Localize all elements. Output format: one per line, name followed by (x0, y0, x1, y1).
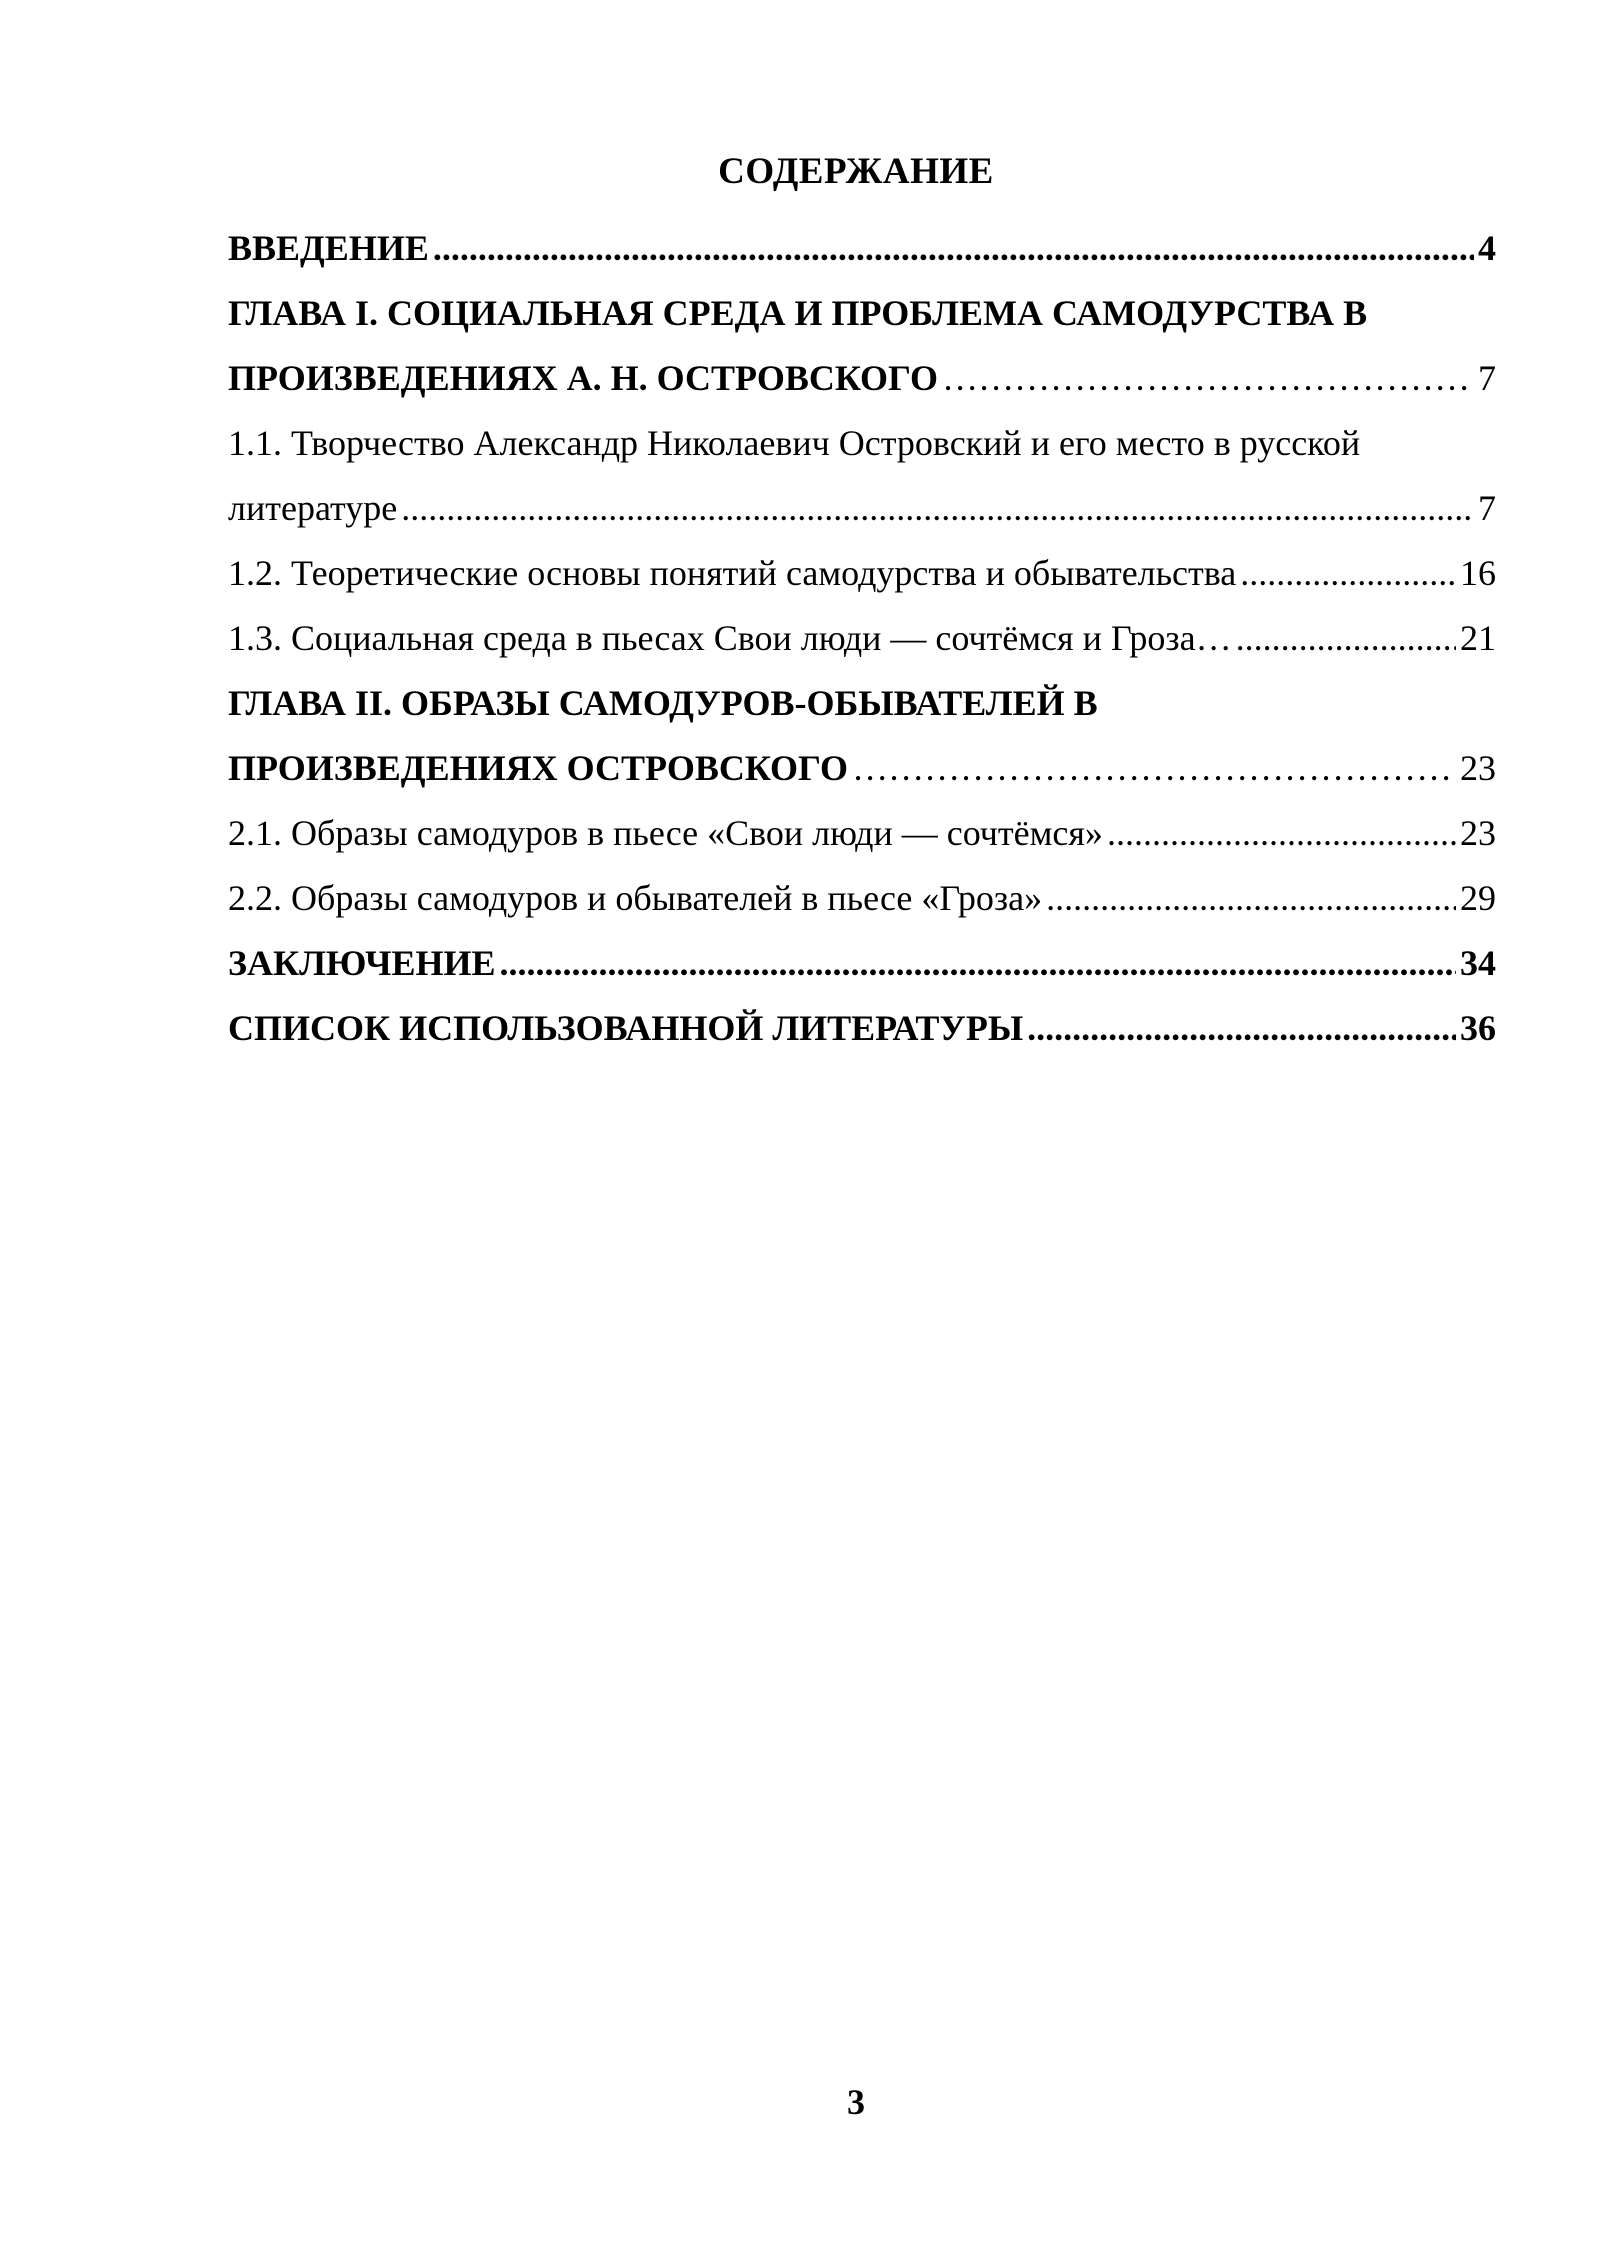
toc-entry-conclusion[interactable] (228, 931, 1496, 996)
toc-entry-chapter-1-line-1[interactable] (228, 281, 1496, 346)
toc-entry-page: 36 (1460, 1008, 1496, 1048)
toc-entry-section-1-1-line-1[interactable] (228, 411, 1496, 476)
toc-entry-label: ЗАКЛЮЧЕНИЕ (228, 943, 496, 983)
toc-entry-page: 16 (1460, 553, 1496, 593)
toc-entry-label: ВВЕДЕНИЕ (228, 228, 429, 268)
toc-entry-label: 1.1. Творчество Александр Николаевич Островский и его место в русской (228, 423, 1361, 463)
toc-entry-label: 2.1. Образы самодуров в пьесе «Свои люди — сочтёмся» (228, 813, 1103, 853)
dot-leader (433, 216, 1474, 281)
toc-entry-label: ПРОИЗВЕДЕНИЯХ А. Н. ОСТРОВСКОГО (228, 358, 939, 398)
dot-leader (1107, 801, 1456, 866)
dot-leader (500, 931, 1456, 996)
toc-entry-chapter-2-line-1[interactable] (228, 671, 1496, 736)
toc-entry-chapter-1-line-2[interactable] (228, 346, 1496, 411)
toc-entry-page: 34 (1460, 943, 1496, 983)
dot-leader (942, 346, 1474, 411)
toc-entry-section-1-1-line-2[interactable] (228, 476, 1496, 541)
dot-leader (1027, 996, 1456, 1061)
dot-leader (1046, 866, 1456, 931)
toc-entry-page: 7 (1478, 488, 1496, 528)
toc-entry-bibliography[interactable] (228, 996, 1496, 1061)
toc-entry-page: 21 (1460, 618, 1496, 658)
toc-entry-page: 23 (1460, 748, 1496, 788)
toc-entry-label: 1.3. Социальная среда в пьесах Свои люди — сочтёмся и Гроза… (228, 618, 1232, 658)
page-number: 3 (847, 2082, 865, 2122)
dot-leader (1236, 606, 1456, 671)
table-of-contents (228, 216, 1496, 1061)
toc-title: СОДЕРЖАНИЕ (718, 151, 994, 192)
toc-entry-introduction[interactable] (228, 216, 1496, 281)
toc-entry-label: 2.2. Образы самодуров и обывателей в пьесе «Гроза» (228, 878, 1043, 918)
dot-leader (1240, 541, 1456, 606)
dot-leader (852, 736, 1456, 801)
toc-entry-page: 7 (1478, 358, 1496, 398)
toc-entry-section-1-3[interactable] (228, 606, 1496, 671)
toc-entry-page: 4 (1478, 228, 1496, 268)
toc-entry-label: ПРОИЗВЕДЕНИЯХ ОСТРОВСКОГО (228, 748, 849, 788)
toc-entry-page: 29 (1460, 878, 1496, 918)
toc-entry-label: СПИСОК ИСПОЛЬЗОВАННОЙ ЛИТЕРАТУРЫ (228, 1008, 1024, 1048)
toc-entry-section-2-2[interactable] (228, 866, 1496, 931)
toc-entry-label: 1.2. Теоретические основы понятий самодурства и обывательства (228, 553, 1237, 593)
toc-entry-label: ГЛАВА II. ОБРАЗЫ САМОДУРОВ-ОБЫВАТЕЛЕЙ В (228, 683, 1098, 723)
toc-entry-section-2-1[interactable] (228, 801, 1496, 866)
toc-entry-label: ГЛАВА I. СОЦИАЛЬНАЯ СРЕДА И ПРОБЛЕМА САМОДУРСТВА В (228, 293, 1368, 333)
toc-entry-chapter-2-line-2[interactable] (228, 736, 1496, 801)
toc-entry-label: литературе (228, 488, 398, 528)
dot-leader (401, 476, 1474, 541)
toc-entry-section-1-2[interactable] (228, 541, 1496, 606)
toc-entry-page: 23 (1460, 813, 1496, 853)
